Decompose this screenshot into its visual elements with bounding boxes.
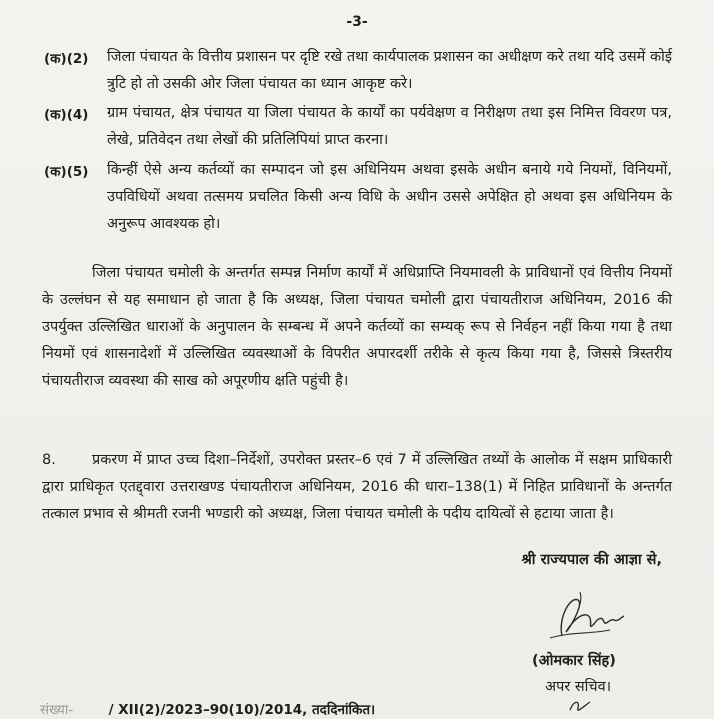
clause-label: (क)(5) bbox=[44, 164, 89, 180]
signatory-designation: अपर सचिव। bbox=[545, 679, 612, 695]
paragraph-8-number: 8. bbox=[42, 452, 56, 468]
initials-mark bbox=[566, 696, 596, 716]
clause-label: (क)(4) bbox=[44, 107, 89, 123]
reference-line bbox=[40, 700, 375, 718]
reference-prefix: संख्या- bbox=[40, 702, 74, 718]
clause-text: जिला पंचायत के वित्तीय प्रशासन पर दृष्टि रखे तथा कार्यपालक प्रशासन का अधीक्षण करे तथा यदि उसमें कोई त्रुटि हो तो उसकी ओर जिला पंचायत का ध्यान आकृष्ट करे। bbox=[107, 49, 672, 92]
paragraph-8: प्रकरण में प्राप्त उच्च दिशा–निर्देशों, उपरोक्त प्रस्तर–6 एवं 7 में उल्लिखित तथ्यों के आलोक में सक्षम प्राधिकारी द्वारा प्राधिकृत एतद्द्वारा उत्तराखण्ड पंचायतीराज अधिनियम, 2016 की धारा–138(1) में निहित प्राविधानों के अन्तर्गत तत्काल प्रभाव से श्रीमती रजनी भण्डारी को अध्यक्ष, जिला पंचायत चमोली के पदीय दायित्वों से हटाया जाता है। bbox=[42, 452, 672, 522]
clause-text: ग्राम पंचायत, क्षेत्र पंचायत या जिला पंचायत के कार्यों का पर्यवेक्षण व निरीक्षण तथा इस निमित्त विवरण पत्र, लेखे, प्रतिवेदन तथा लेखों की प्रतिलिपियां प्राप्त करना। bbox=[107, 105, 672, 148]
order-line: श्री राज्यपाल की आज्ञा से, bbox=[521, 552, 662, 568]
paragraph-findings: जिला पंचायत चमोली के अन्तर्गत सम्पन्न निर्माण कार्यों में अधिप्राप्ति नियमावली के प्राविधानों एवं वित्तीय नियमों के उल्लंघन से यह समाधान हो जाता है कि अध्यक्ष, जिला पंचायत चमोली द्वारा पंचायतीराज अधिनियम, 2016 की उपर्युक्त उल्लिखित धाराओं के अनुपालन के सम्बन्ध में अपने कर्तव्यों का सम्यक् रूप से निर्वहन नहीं किया गया है तथा नियमों एवं शासनादेशों में उल्लिखित व्यवस्थाओं के विपरीत अपारदर्शी तरीके से कृत्य किया गया है, जिससे त्रिस्तरीय पंचायतीराज व्यवस्था की साख को अपूरणीय क्षति पहुंची है। bbox=[42, 265, 672, 389]
reference-number: / XII(2)/2023–90(10)/2014, तददिनांकित। bbox=[108, 702, 376, 718]
signature bbox=[540, 588, 640, 648]
page-number: -3- bbox=[346, 14, 368, 30]
clause-text: किन्हीं ऐसे अन्य कर्तव्यों का सम्पादन जो इस अधिनियम अथवा इसके अधीन बनाये गये नियमों, विनियमों, उपविधियों अथवा तत्समय प्रचलित किसी अन्य विधि के अधीन उससे अपेक्षित हो अथवा इस अधिनियम के अनुरूप आवश्यक हो। bbox=[107, 162, 672, 232]
clause-label: (क)(2) bbox=[44, 51, 89, 67]
signatory-name: (ओमकार सिंह) bbox=[532, 653, 616, 669]
